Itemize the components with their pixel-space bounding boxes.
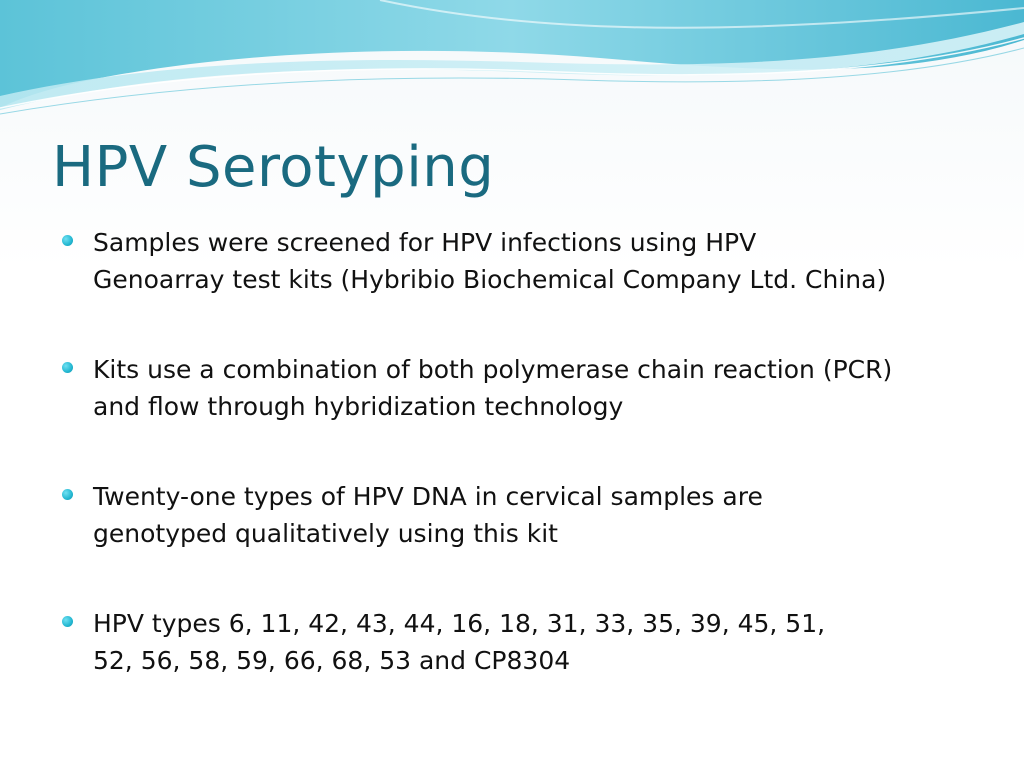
- bullet-list: [62, 224, 962, 732]
- bullet-text-line: Samples were screened for HPV infections using HPV: [93, 228, 757, 257]
- bullet-text-line: Kits use a combination of both polymerase chain reaction (PCR): [93, 355, 893, 384]
- slide-title: HPV Serotyping: [52, 135, 495, 200]
- bullet-text-line: and flow through hybridization technology: [93, 392, 624, 421]
- bullet-dot-icon: [62, 362, 73, 373]
- bullet-text-line: 52, 56, 58, 59, 66, 68, 53 and CP8304: [93, 646, 571, 675]
- header-wave-decoration: [0, 0, 1024, 130]
- bullet-text-line: Genoarray test kits (Hybribio Biochemical Company Ltd. China): [93, 265, 887, 294]
- list-item: [62, 478, 962, 605]
- bullet-text-line: Twenty-one types of HPV DNA in cervical samples are: [93, 482, 763, 511]
- bullet-dot-icon: [62, 235, 73, 246]
- bullet-text-line: genotyped qualitatively using this kit: [93, 519, 558, 548]
- bullet-text-line: HPV types 6, 11, 42, 43, 44, 16, 18, 31, 33, 35, 39, 45, 51,: [93, 609, 826, 638]
- list-item: [62, 605, 962, 732]
- bullet-dot-icon: [62, 616, 73, 627]
- list-item: [62, 224, 962, 351]
- bullet-dot-icon: [62, 489, 73, 500]
- list-item: [62, 351, 962, 478]
